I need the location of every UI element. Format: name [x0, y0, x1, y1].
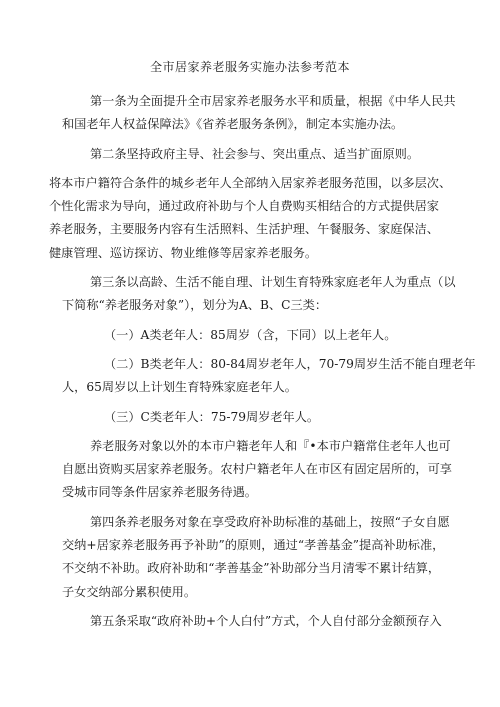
- text-line: 不交纳不补助。政府补助和“孝善基金”补助部分当月清零不累计结算，: [62, 561, 441, 576]
- text-line: 和国老年人权益保障法》《省养老服务条例》，制定本实施办法。: [62, 117, 404, 132]
- paragraph-category-b-cont: [62, 376, 464, 399]
- text-line: 将本市户籍符合条件的城乡老年人全部纳入居家养老服务范围，以多层次、: [49, 175, 452, 190]
- text-line: 第四条养老服务对象在享受政府补助标准的基础上，按照“子女自愿: [90, 514, 450, 529]
- document-body: [49, 90, 476, 633]
- paragraph-article-3: [62, 271, 464, 318]
- paragraph-category-b: [62, 353, 476, 376]
- text-line: 子女交纳部分累积使用。: [62, 584, 197, 599]
- text-line: （二）B类老年人：80-84周岁老年人，70-79周岁生活不能自理老年: [104, 356, 476, 371]
- text-line: 第五条采取“政府补助+个人白付”方式，个人自付部分金额预存入: [90, 613, 442, 628]
- text-line: 人，65周岁以上计划生育特殊家庭老年人。: [62, 380, 297, 395]
- text-line: 健康管理、巡访探访、物业维修等居家养老服务。: [49, 245, 318, 260]
- paragraph-article-1: [62, 90, 464, 137]
- text-line: 交纳+居家养老服务再予补助”的原则，通过“孝善基金”提高补助标准，: [62, 538, 445, 553]
- paragraph-category-c: [62, 406, 464, 429]
- paragraph-article-4: [62, 511, 464, 604]
- text-line: （一）A类老年人：85周岁（含，下同）以上老年人。: [104, 327, 397, 342]
- text-line: 第三条以高龄、生活不能自理、计划生育特殊家庭老年人为重点（以: [90, 275, 456, 290]
- paragraph-self-purchase: [62, 435, 464, 505]
- document-title: 全市居家养老服务实施办法参考范本: [149, 60, 350, 74]
- text-line: 养老服务，主要服务内容有生活照料、生活护理、午餐服务、家庭保洁、: [49, 222, 439, 237]
- text-line: 自愿出资购买居家养老服务。农村户籍老年人在市区有固定居所的，可享: [62, 462, 452, 477]
- text-line: 下简称“养老服务对象”），划分为A、B、C三类：: [62, 298, 328, 313]
- text-line: （三）C类老年人：75-79周岁老年人。: [104, 409, 320, 424]
- paragraph-category-a: [62, 324, 464, 347]
- paragraph-service-scope: [49, 172, 464, 265]
- text-line: 个性化需求为导向，通过政府补助与个人自费购买相结合的方式提供居家: [49, 199, 439, 214]
- paragraph-article-5: [62, 610, 464, 633]
- text-line: 第二条坚持政府主导、社会参与、突出重点、适当扩面原则。: [90, 146, 420, 161]
- text-line: 受城市同等条件居家养老服务待遇。: [62, 485, 257, 500]
- text-line: 第一条为全面提升全市居家养老服务水平和质量，根据《中华人民共: [90, 94, 456, 108]
- text-line: 养老服务对象以外的本市户籍老年人和『•本市户籍常住老年人也可: [90, 438, 451, 453]
- paragraph-article-2: [62, 143, 464, 166]
